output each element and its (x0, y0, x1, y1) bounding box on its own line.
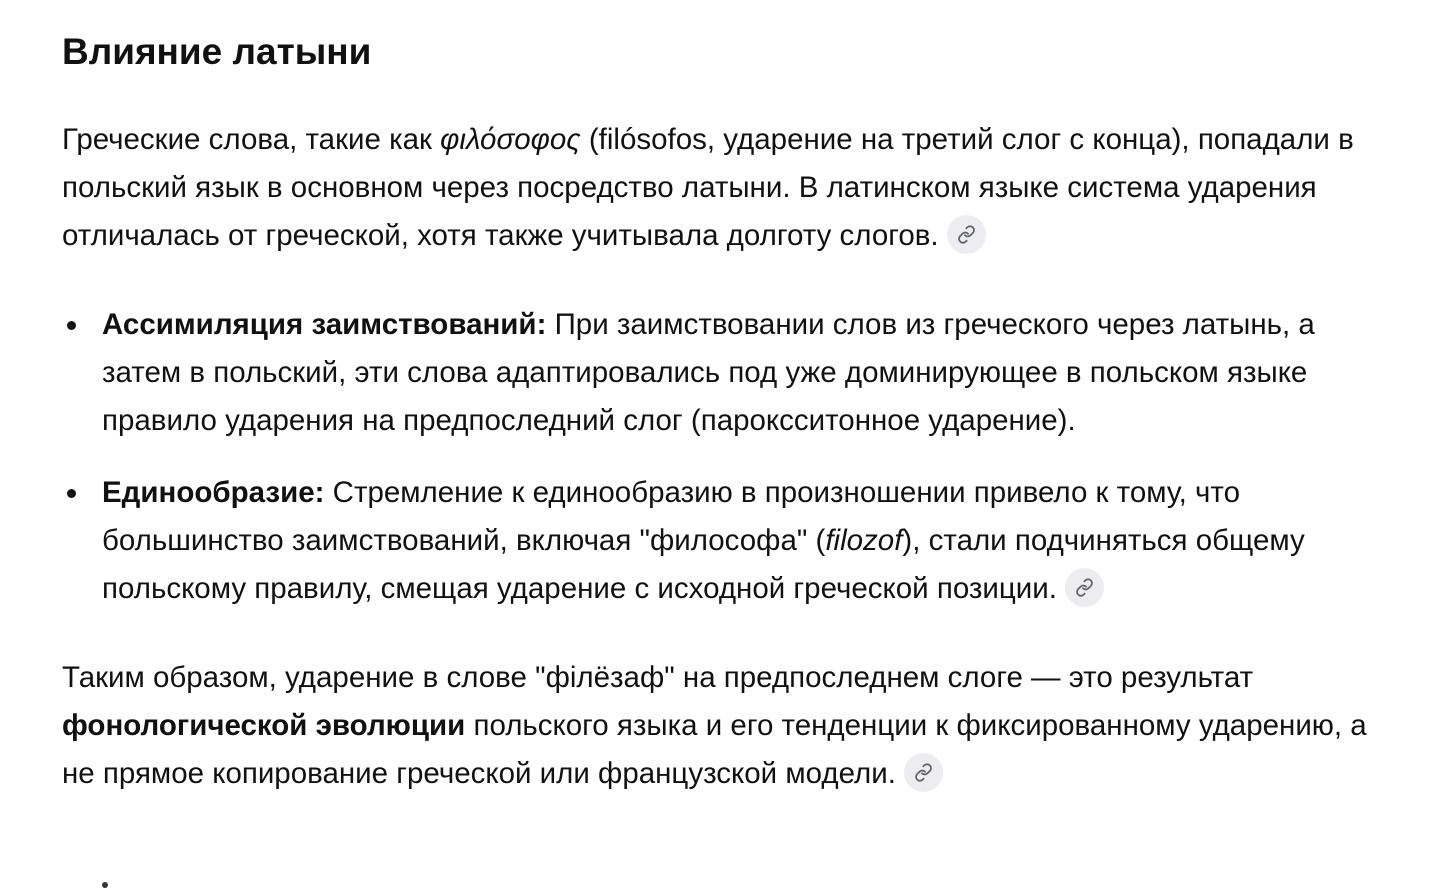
conclusion-text-before: Таким образом, ударение в слове "філёзаф" на предпоследнем слоге — это результат (62, 661, 1254, 694)
bullet-list (62, 301, 1372, 613)
bullet-text: При заимствовании слов из греческого через латынь, а затем в польский, эти слова адаптировались под уже доминирующее в польском языке правило ударения на предпоследний слог (пароксситонное ударение). (102, 308, 1315, 437)
intro-text-before: Греческие слова, такие как (62, 123, 441, 156)
conclusion-text-after: польского языка и его тенденции к фиксированному ударению, а не прямое копирование греческой или французской модели. (62, 709, 1367, 790)
source-link-button[interactable] (904, 753, 943, 792)
list-item (62, 301, 1372, 445)
conclusion-bold: фонологической эволюции (62, 709, 466, 742)
bullet-italic-word: filozof (825, 524, 903, 557)
list-item (62, 469, 1372, 613)
link-icon (1075, 578, 1094, 597)
greek-word: φιλόσοφος (440, 123, 581, 156)
bullet-text-before: Стремление к единообразию в произношении привело к тому, что большинство заимствований, включая "философа" ( (102, 476, 1240, 557)
bullet-dot (67, 321, 76, 330)
section-heading: Влияние латыни (62, 31, 372, 72)
link-icon (914, 763, 933, 782)
link-icon (957, 225, 976, 244)
bullet-text-after: ), стали подчиняться общему польскому правилу, смещая ударение с исходной греческой позиции. (102, 524, 1305, 605)
response-content (62, 22, 1372, 798)
next-list-bullet (102, 882, 108, 888)
intro-text-after: (filósofos, ударение на третий слог с конца), попадали в польский язык в основном через посредство латыни. В латинском языке система ударения отличалась от греческой, хотя также учитывала долготу слогов. (62, 123, 1354, 252)
bullet-term: Единообразие: (102, 476, 325, 509)
intro-paragraph (62, 116, 1372, 260)
source-link-button[interactable] (947, 215, 986, 254)
source-link-button[interactable] (1065, 568, 1104, 607)
conclusion-paragraph (62, 654, 1372, 798)
bullet-term: Ассимиляция заимствований: (102, 308, 547, 341)
bullet-dot (67, 489, 76, 498)
